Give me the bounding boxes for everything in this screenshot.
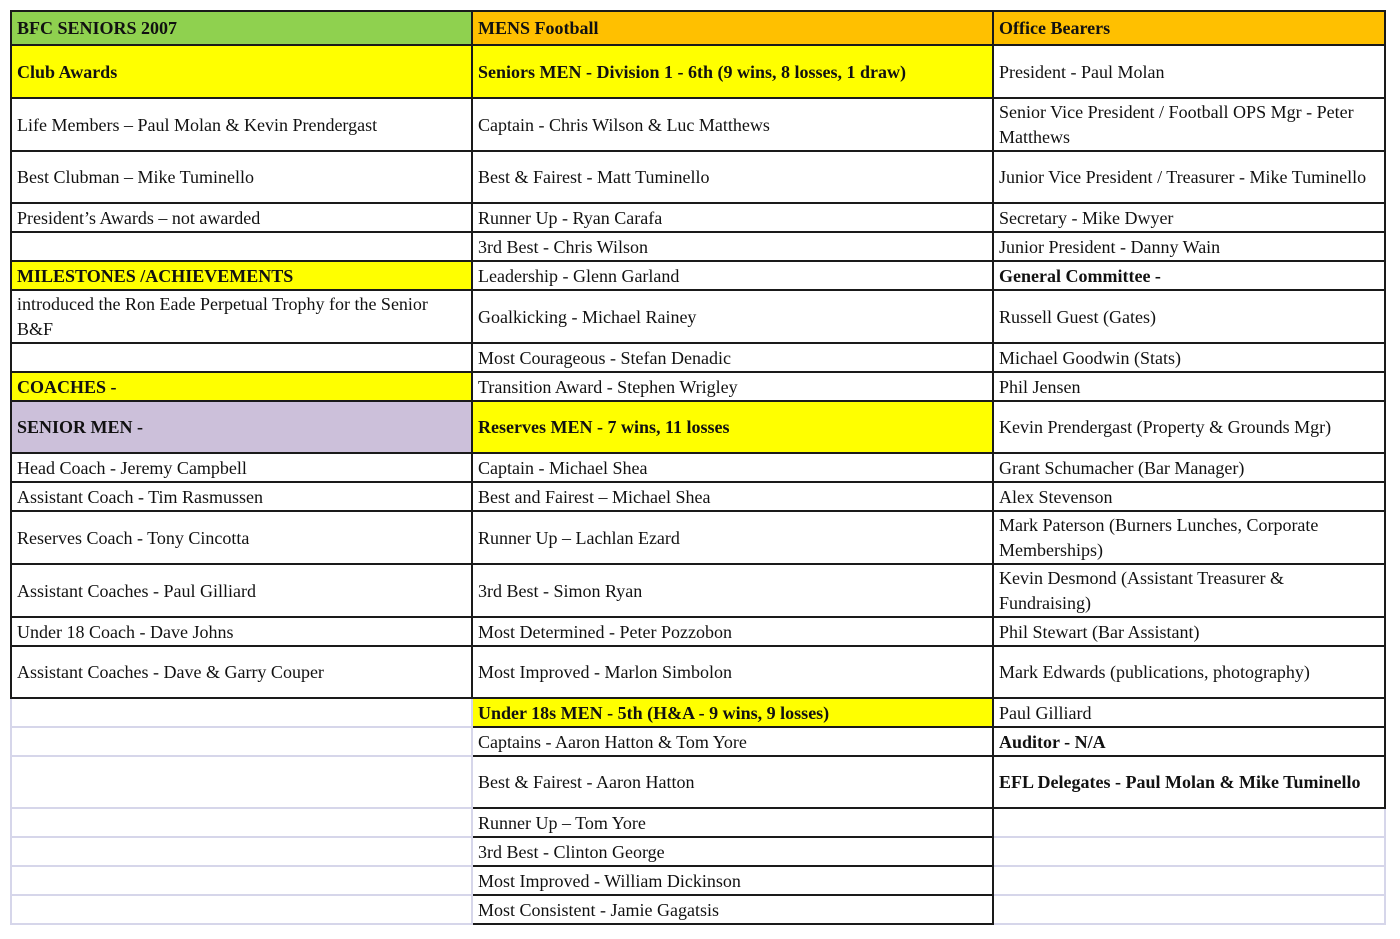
cell-u18-captains: Captains - Aaron Hatton & Tom Yore (472, 727, 993, 756)
cell-assistant-coach: Assistant Coach - Tim Rasmussen (11, 482, 472, 511)
cell-kevin-desmond: Kevin Desmond (Assistant Treasurer & Fundraising) (993, 564, 1385, 617)
table-row (11, 646, 1385, 698)
cell-president: President - Paul Molan (993, 45, 1385, 98)
table-row (11, 837, 1385, 866)
cell-empty (11, 727, 472, 756)
table-row (11, 45, 1385, 98)
cell-empty (11, 837, 472, 866)
cell-phil-stewart: Phil Stewart (Bar Assistant) (993, 617, 1385, 646)
header-bfc-seniors: BFC SENIORS 2007 (11, 11, 472, 45)
table-row (11, 261, 1385, 290)
table-row (11, 98, 1385, 151)
table-row (11, 453, 1385, 482)
table-row (11, 511, 1385, 564)
cell-assistant-coaches-1: Assistant Coaches - Paul Gilliard (11, 564, 472, 617)
cell-empty (11, 232, 472, 261)
cell-reserves-improved: Most Improved - Marlon Simbolon (472, 646, 993, 698)
table-row (11, 290, 1385, 343)
cell-kevin-prendergast: Kevin Prendergast (Property & Grounds Mgr) (993, 401, 1385, 453)
reserves-men-heading: Reserves MEN - 7 wins, 11 losses (472, 401, 993, 453)
cell-seniors-leadership: Leadership - Glenn Garland (472, 261, 993, 290)
table-row (11, 343, 1385, 372)
cell-empty (11, 866, 472, 895)
seniors-men-heading: Seniors MEN - Division 1 - 6th (9 wins, 8 losses, 1 draw) (472, 45, 993, 98)
table-row (11, 617, 1385, 646)
cell-empty (11, 895, 472, 924)
cell-u18-improved: Most Improved - William Dickinson (472, 866, 993, 895)
table-row (11, 372, 1385, 401)
club-awards-heading: Club Awards (11, 45, 472, 98)
cell-presidents-awards: President’s Awards – not awarded (11, 203, 472, 232)
cell-reserves-runner-up: Runner Up – Lachlan Ezard (472, 511, 993, 564)
cell-ron-eade: introduced the Ron Eade Perpetual Trophy for the Senior B&F (11, 290, 472, 343)
cell-reserves-determined: Most Determined - Peter Pozzobon (472, 617, 993, 646)
cell-empty (993, 866, 1385, 895)
cell-secretary: Secretary - Mike Dwyer (993, 203, 1385, 232)
cell-empty (11, 343, 472, 372)
cell-u18-runner-up: Runner Up – Tom Yore (472, 808, 993, 837)
cell-paul-gilliard: Paul Gilliard (993, 698, 1385, 727)
cell-phil-jensen: Phil Jensen (993, 372, 1385, 401)
cell-seniors-goalkicking: Goalkicking - Michael Rainey (472, 290, 993, 343)
cell-russell-guest: Russell Guest (Gates) (993, 290, 1385, 343)
table-row (11, 698, 1385, 727)
cell-seniors-transition: Transition Award - Stephen Wrigley (472, 372, 993, 401)
cell-reserves-3rd: 3rd Best - Simon Ryan (472, 564, 993, 617)
table-row (11, 401, 1385, 453)
coaches-heading: COACHES - (11, 372, 472, 401)
cell-reserves-bf: Best and Fairest – Michael Shea (472, 482, 993, 511)
cell-u18-consistent: Most Consistent - Jamie Gagatsis (472, 895, 993, 924)
table-row (11, 895, 1385, 924)
cell-junior-president: Junior President - Danny Wain (993, 232, 1385, 261)
table-row (11, 808, 1385, 837)
cell-assistant-coaches-2: Assistant Coaches - Dave & Garry Couper (11, 646, 472, 698)
cell-seniors-runner-up: Runner Up - Ryan Carafa (472, 203, 993, 232)
header-mens-football: MENS Football (472, 11, 993, 45)
cell-u18-coach: Under 18 Coach - Dave Johns (11, 617, 472, 646)
cell-empty (11, 756, 472, 808)
table-row (11, 866, 1385, 895)
table-row (11, 756, 1385, 808)
cell-empty (993, 895, 1385, 924)
cell-grant-schumacher: Grant Schumacher (Bar Manager) (993, 453, 1385, 482)
cell-empty (993, 808, 1385, 837)
cell-efl-delegates: EFL Delegates - Paul Molan & Mike Tuminello (993, 756, 1385, 808)
cell-seniors-courageous: Most Courageous - Stefan Denadic (472, 343, 993, 372)
cell-reserves-captain: Captain - Michael Shea (472, 453, 993, 482)
cell-mark-paterson: Mark Paterson (Burners Lunches, Corporate Memberships) (993, 511, 1385, 564)
cell-seniors-bf: Best & Fairest - Matt Tuminello (472, 151, 993, 203)
header-office-bearers: Office Bearers (993, 11, 1385, 45)
table-row (11, 727, 1385, 756)
u18-men-heading: Under 18s MEN - 5th (H&A - 9 wins, 9 losses) (472, 698, 993, 727)
cell-senior-vp: Senior Vice President / Football OPS Mgr - Peter Matthews (993, 98, 1385, 151)
awards-table (10, 10, 1386, 925)
cell-u18-bf: Best & Fairest - Aaron Hatton (472, 756, 993, 808)
cell-alex-stevenson: Alex Stevenson (993, 482, 1385, 511)
cell-head-coach: Head Coach - Jeremy Campbell (11, 453, 472, 482)
table-row (11, 564, 1385, 617)
cell-u18-3rd: 3rd Best - Clinton George (472, 837, 993, 866)
table-row (11, 232, 1385, 261)
table-row (11, 151, 1385, 203)
general-committee-heading: General Committee - (993, 261, 1385, 290)
cell-michael-goodwin: Michael Goodwin (Stats) (993, 343, 1385, 372)
cell-reserves-coach: Reserves Coach - Tony Cincotta (11, 511, 472, 564)
cell-auditor: Auditor - N/A (993, 727, 1385, 756)
table-row (11, 11, 1385, 45)
table-row (11, 482, 1385, 511)
cell-empty (11, 808, 472, 837)
cell-empty (993, 837, 1385, 866)
senior-men-heading: SENIOR MEN - (11, 401, 472, 453)
cell-mark-edwards: Mark Edwards (publications, photography) (993, 646, 1385, 698)
milestones-heading: MILESTONES /ACHIEVEMENTS (11, 261, 472, 290)
cell-best-clubman: Best Clubman – Mike Tuminello (11, 151, 472, 203)
cell-empty (11, 698, 472, 727)
cell-seniors-3rd: 3rd Best - Chris Wilson (472, 232, 993, 261)
cell-seniors-captain: Captain - Chris Wilson & Luc Matthews (472, 98, 993, 151)
cell-junior-vp: Junior Vice President / Treasurer - Mike Tuminello (993, 151, 1385, 203)
table-row (11, 203, 1385, 232)
cell-life-members: Life Members – Paul Molan & Kevin Prendergast (11, 98, 472, 151)
